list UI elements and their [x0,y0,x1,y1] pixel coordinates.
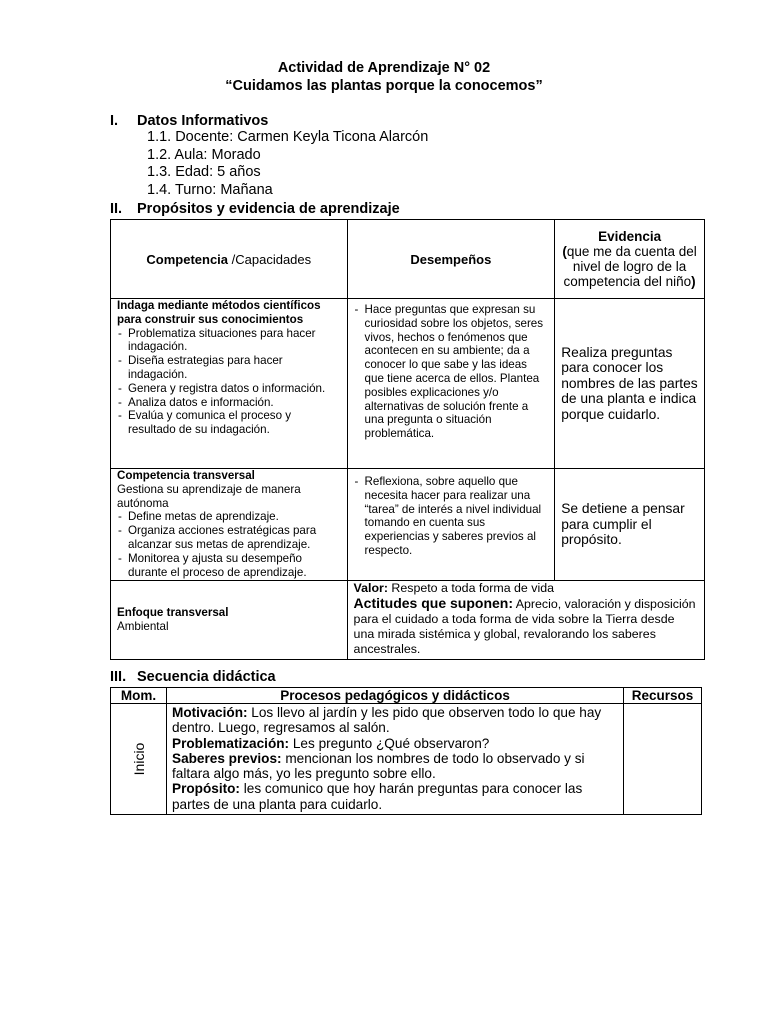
section-3-title: Secuencia didáctica [137,669,276,685]
capacidad-item: - Diseña estrategias para hacer indagación. [117,354,341,382]
competencia-transversal-title: Competencia transversal [117,469,255,482]
capacidad-item: - Genera y registra datos o información. [117,382,341,396]
header-procesos: Procesos pedagógicos y didácticos [167,688,624,704]
purposes-row-indaga [111,299,705,469]
section-3-heading [110,668,276,686]
header-mom: Mom. [111,688,167,704]
moment-label: Inicio [130,742,147,776]
header-recursos: Recursos [624,688,702,704]
section-3-number: III. [110,669,127,685]
info-aula: 1.2. Aula: Morado [147,147,261,163]
document-title: Actividad de Aprendizaje N° 02 [277,60,491,76]
step-motivacion [172,705,619,736]
section-1-title: Datos Informativos [137,113,269,129]
capacidades-transversal-list [117,510,341,579]
evidencia-transversal: Se detiene a pensar para cumplir el propósito. [555,469,705,581]
section-2-heading [110,200,400,218]
actitudes-label: Actitudes que suponen: [353,595,513,611]
info-docente: 1.1. Docente: Carmen Keyla Ticona Alarcón [147,129,429,145]
step-saberes-previos [172,751,619,782]
enfoque-value: Ambiental [117,620,169,633]
competencia-indaga-cell [111,299,348,469]
header-evidencia-paren-close: ) [691,274,696,289]
step-label: Problematización: [172,735,290,751]
sequence-header-row [111,688,702,704]
header-evidencia-title: Evidencia [598,229,662,244]
enfoque-cell [111,581,348,660]
header-competencia [111,220,348,299]
moment-cell [111,704,167,815]
header-competencia-bold: Competencia [146,251,229,267]
purposes-row-enfoque [111,581,705,660]
capacidad-item: - Organiza acciones estratégicas para alcanzar sus metas de aprendizaje. [117,524,341,552]
step-proposito [172,781,619,812]
capacidad-item: - Define metas de aprendizaje. [117,510,341,524]
actitudes-text-block [354,596,698,657]
step-label: Motivación: [172,705,248,720]
section-1-heading [110,112,268,130]
actitudes-text: Aprecio, valoración y disposición para el cuidado a toda forma de vida sobre la Tierra desde una mirada sistémica y global, revalorando los saberes ancestrales. [353,597,696,656]
valor-text: Respeto a toda forma de vida [387,581,554,595]
document-subtitle: “Cuidamos las plantas porque la conocemos” [225,78,543,94]
competencia-indaga-title: Indaga mediante métodos científicos para construir sus conocimientos [117,299,321,326]
sequence-row-inicio [111,704,702,815]
procesos-cell [167,704,624,815]
capacidad-item: - Problematiza situaciones para hacer indagación. [117,327,341,355]
header-desempenos [347,220,555,299]
step-text: mencionan los nombres de todo lo observado y si faltara algo más, yo les pregunto sobre ello. [172,750,585,782]
capacidades-indaga-list [117,327,341,437]
capacidad-item: - Analiza datos e información. [117,396,341,410]
purposes-table [110,219,705,660]
moment-label-wrap [111,704,166,814]
section-1-number: I. [110,113,119,129]
desempeno-indaga-cell [347,299,555,469]
desempeno-transversal-text: - Reflexiona, sobre aquello que necesita hacer para realizar una “tarea” de interés a nivel individual tomando en cuenta sus experiencias y saberes previos al respecto. [354,475,549,558]
step-text: Les pregunto ¿Qué observaron? [289,735,490,751]
step-label: Propósito: [172,781,240,797]
step-problematizacion [172,736,619,751]
info-turno: 1.4. Turno: Mañana [147,182,273,198]
desempeno-transversal-list [354,475,549,558]
enfoque-title: Enfoque transversal [117,606,229,620]
capacidad-item: - Evalúa y comunica el proceso y resultado de su indagación. [117,409,341,437]
purposes-row-transversal [111,469,705,581]
step-text: Los llevo al jardín y les pido que observen todo lo que hay dentro. Luego, regresamos al salón. [172,705,602,736]
recursos-cell [624,704,702,815]
valor-line [354,581,698,596]
info-edad: 1.3. Edad: 5 años [147,164,261,180]
section-2-number: II. [110,201,123,217]
step-label: Saberes previos: [172,750,282,766]
valor-label: Valor: [353,581,388,595]
sequence-table [110,687,702,815]
capacidad-item: - Monitorea y ajusta su desempeño durante el proceso de aprendizaje. [117,552,341,580]
header-desempenos-label: Desempeños [410,251,492,267]
desempeno-transversal-cell [347,469,555,581]
valor-actitudes-cell [347,581,704,660]
header-evidencia-desc: que me da cuenta del nivel de logro de la competencia del niño [563,244,697,289]
step-text: les comunico que hoy harán preguntas para conocer las partes de una planta para cuidarlo. [172,781,583,812]
header-capacidades: /Capacidades [228,251,312,267]
section-2-title: Propósitos y evidencia de aprendizaje [137,201,400,217]
header-evidencia [555,220,705,299]
evidencia-indaga: Realiza preguntas para conocer los nombres de las partes de una planta e indica porque cuidarlo. [555,299,705,469]
purposes-header-row [111,220,705,299]
competencia-transversal-sub: Gestiona su aprendizaje de manera autónoma [117,482,301,510]
competencia-transversal-cell [111,469,348,581]
desempeno-indaga-text: - Hace preguntas que expresan su curiosidad sobre los objetos, seres vivos, hechos o fenómenos que acontecen en su ambiente; da a conocer lo que sabe y las ideas que tiene acerca de ellos. Plantea posibles explicaciones y/o alternativas de solución frente a una pregunta o situación problemática. [354,303,549,441]
desempeno-indaga-list [354,303,549,441]
header-evidencia-paren-open: ( [562,244,567,259]
